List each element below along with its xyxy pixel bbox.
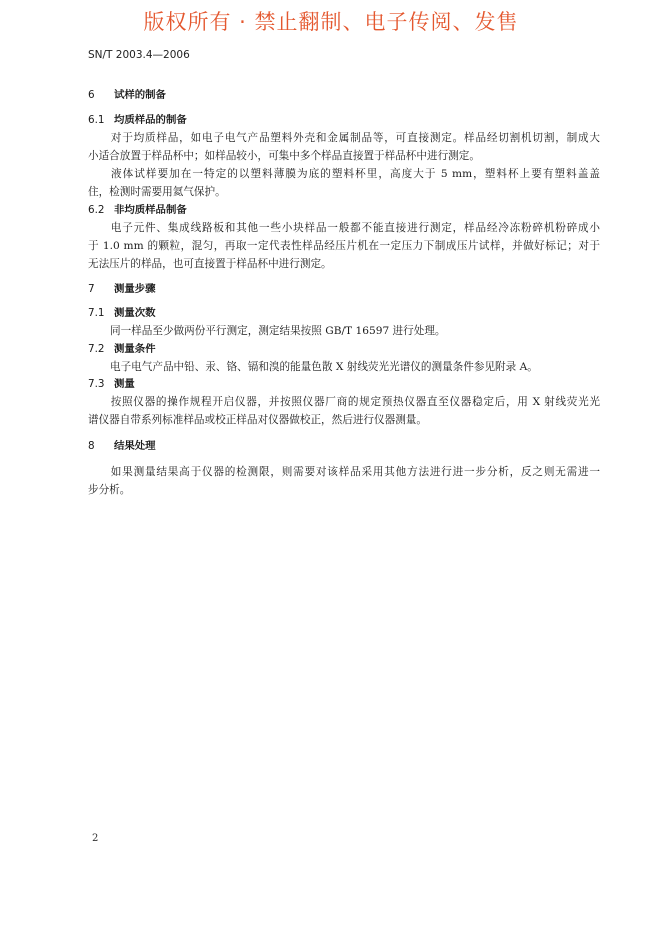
standard-code: SN/T 2003.4—2006 [88,49,190,61]
paragraph-line: 同一样品至少做两份平行测定，测定结果按照 GB/T 16597 进行处理。 [110,325,446,337]
paragraph-line: 无法压片的样品，也可直接置于样品杯中进行测定。 [88,258,332,270]
section-title: 均质样品的制备 [114,114,187,126]
section-8-heading [88,439,156,453]
section-number: 7.2 [88,343,105,355]
paragraph-line: 谱仪器自带系列标准样品或校正样品对仪器做校正，然后进行仪器测量。 [88,414,427,426]
paragraph-line: 按照仪器的操作规程开启仪器，并按照仪器厂商的规定预热仪器直至仪器稳定后，用 X 射线荧光光 [110,396,600,408]
paragraph-line: 住，检测时需要用氦气保护。 [88,186,226,198]
section-number: 7.3 [88,378,105,390]
paragraph-line: 如果测量结果高于仪器的检测限，则需要对该样品采用其他方法进行进一步分析，反之则无需进一 [110,466,600,478]
section-title: 测量 [114,378,135,390]
paragraph-line: 对于均质样品，如电子电气产品塑料外壳和金属制品等，可直接测定。样品经切割机切割，制成大 [110,132,600,144]
section-7-3-heading [88,377,135,391]
copyright-watermark: 版权所有 · 禁止翻制、电子传阅、发售 [143,10,519,34]
paragraph-line: 液体试样要加在一特定的以塑料薄膜为底的塑料杯里，高度大于 5 mm，塑料杯上要有塑料盖盖 [110,168,600,180]
paragraph-line: 步分析。 [88,484,131,496]
paragraph-line: 电子电气产品中铅、汞、铬、镉和溴的能量色散 X 射线荧光光谱仪的测量条件参见附录 A。 [110,361,538,373]
section-7-heading [88,282,156,296]
section-number: 8 [88,440,95,452]
section-number: 7.1 [88,307,105,319]
section-title: 结果处理 [114,440,156,452]
paragraph-line: 电子元件、集成线路板和其他一些小块样品一般都不能直接进行测定，样品经冷冻粉碎机粉碎成小 [110,222,600,234]
section-7-2-heading [88,342,156,356]
page-number: 2 [92,833,99,844]
section-7-1-heading [88,306,156,320]
section-number: 6.2 [88,204,105,216]
section-title: 测量条件 [114,343,156,355]
section-6-2-heading [88,203,187,217]
section-title: 试样的制备 [114,89,166,101]
paragraph-line: 于 1.0 mm 的颗粒，混匀，再取一定代表性样品经压片机在一定压力下制成压片试样，并做好标记；对于 [88,240,600,252]
section-number: 7 [88,283,95,295]
section-title: 非均质样品制备 [114,204,187,216]
section-title: 测量步骤 [114,283,156,295]
section-title: 测量次数 [114,307,156,319]
section-number: 6.1 [88,114,105,126]
paragraph-line: 小适合放置于样品杯中；如样品较小，可集中多个样品直接置于样品杯中进行测定。 [88,150,480,162]
section-6-1-heading [88,113,187,127]
section-6-heading [88,88,166,102]
section-number: 6 [88,89,95,101]
